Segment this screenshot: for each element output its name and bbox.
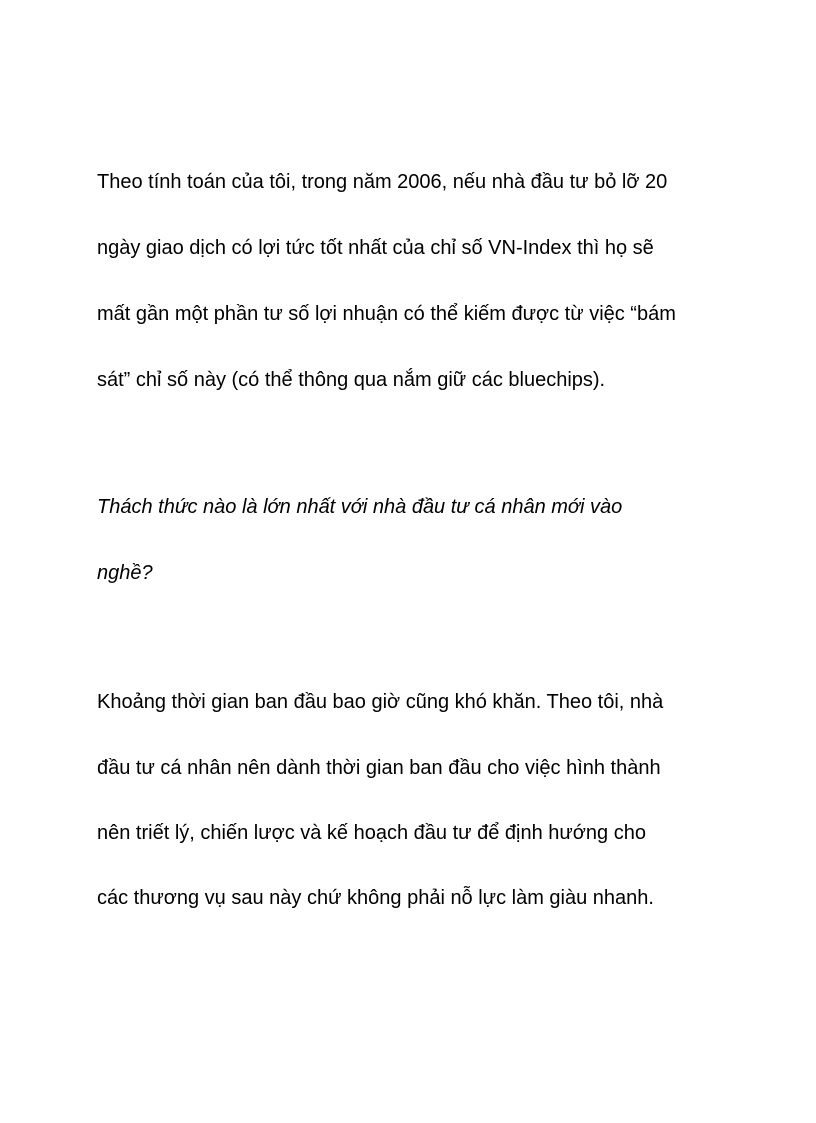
text-line: các thương vụ sau này chứ không phải nỗ lực làm giàu nhanh. (97, 887, 654, 909)
question-line: nghề? (97, 562, 153, 584)
text-line: ngày giao dịch có lợi tức tốt nhất của chỉ số VN-Index thì họ sẽ (97, 237, 654, 259)
text-line: nên triết lý, chiến lược và kế hoạch đầu tư để định hướng cho (97, 822, 646, 844)
text-line: mất gần một phần tư số lợi nhuận có thể kiếm được từ việc “bám (97, 303, 676, 325)
text-line: sát” chỉ số này (có thể thông qua nắm giữ các bluechips). (97, 369, 606, 391)
text-line: đầu tư cá nhân nên dành thời gian ban đầu cho việc hình thành (97, 757, 661, 779)
text-line: Theo tính toán của tôi, trong năm 2006, nếu nhà đầu tư bỏ lỡ 20 (97, 171, 668, 193)
text-line: Khoảng thời gian ban đầu bao giờ cũng khó khăn. Theo tôi, nhà (97, 691, 664, 713)
question-line: Thách thức nào là lớn nhất với nhà đầu tư cá nhân mới vào (97, 496, 623, 518)
